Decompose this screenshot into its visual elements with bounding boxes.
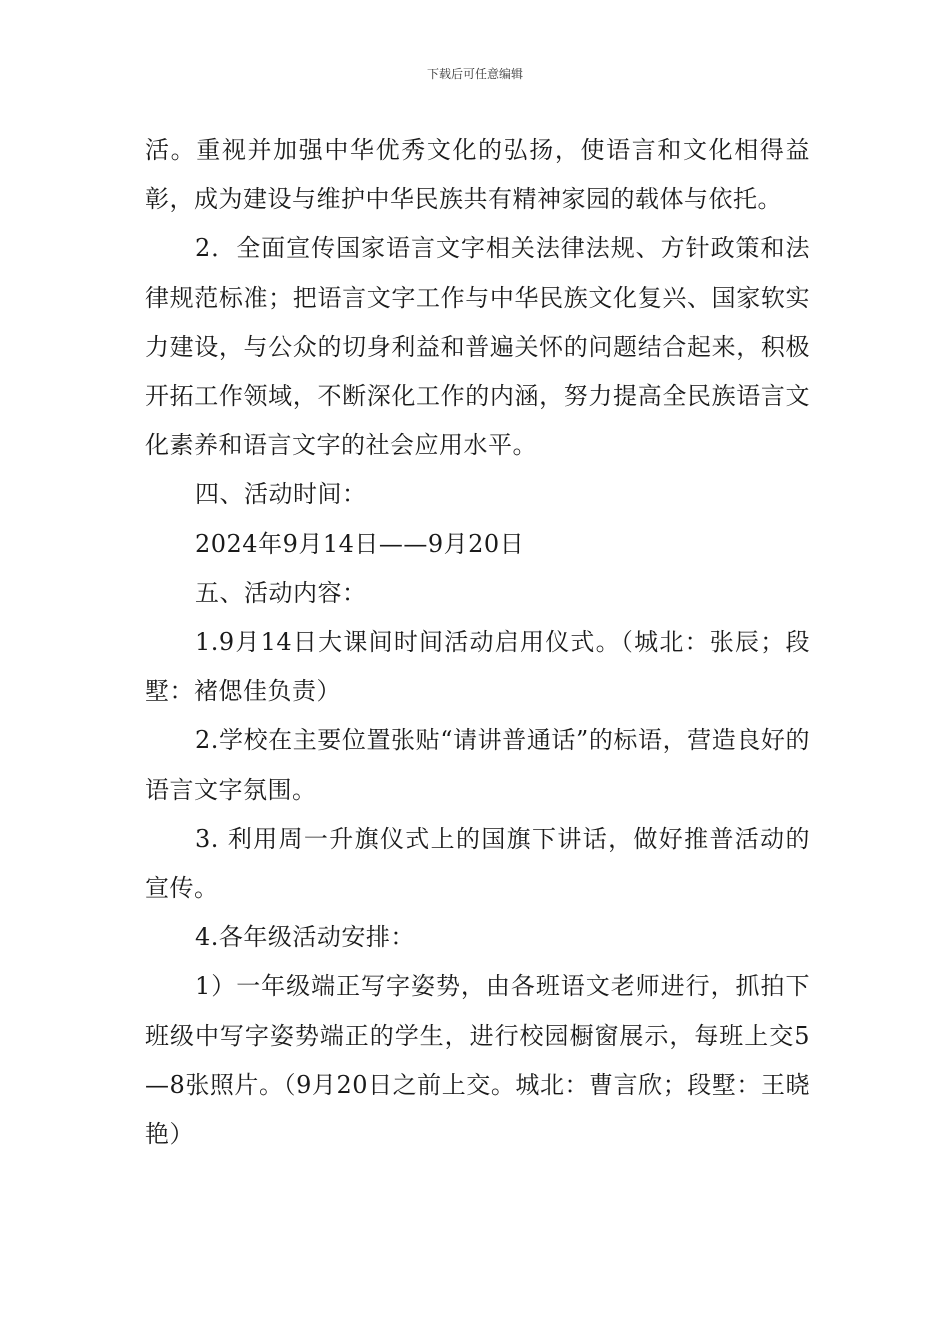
grade-arrangement-1: 1）一年级端正写字姿势，由各班语文老师进行，抓拍下班级中写字姿势端正的学生，进行校园橱窗展示，每班上交5—8张照片。（9月20日之前上交。城北：曹言欣；段墅：王晓艳） xyxy=(145,972,810,1149)
content-item-3: 3. 利用周一升旗仪式上的国旗下讲话，做好推普活动的宣传。 xyxy=(145,824,810,903)
paragraph-continuation: 活。重视并加强中华优秀文化的弘扬，使语言和文化相得益彰，成为建设与维护中华民族共有精神家园的载体与依托。 xyxy=(145,136,810,214)
section-heading-activity-content: 五、活动内容： xyxy=(195,578,367,607)
section-heading-activity-time: 四、活动时间： xyxy=(195,480,367,509)
document-body xyxy=(145,126,810,1159)
page-header-note: 下载后可任意编辑 xyxy=(426,67,523,81)
content-item-2: 2.学校在主要位置张贴“请讲普通话”的标语，营造良好的语言文字氛围。 xyxy=(145,726,810,804)
activity-date-range: 2024年9月14日——9月20日 xyxy=(195,529,525,558)
content-item-4: 4.各年级活动安排： xyxy=(195,923,415,952)
paragraph-item-2: 2．全面宣传国家语言文字相关法律法规、方针政策和法律规范标准；把语言文字工作与中华民族文化复兴、国家软实力建设，与公众的切身利益和普遍关怀的问题结合起来，积极开拓工作领域，不断深化工作的内涵，努力提高全民族语言文化素养和语言文字的社会应用水平。 xyxy=(145,234,810,460)
content-item-1: 1.9月14日大课间时间活动启用仪式。（城北：张辰；段墅：褚偲佳负责） xyxy=(145,628,810,706)
